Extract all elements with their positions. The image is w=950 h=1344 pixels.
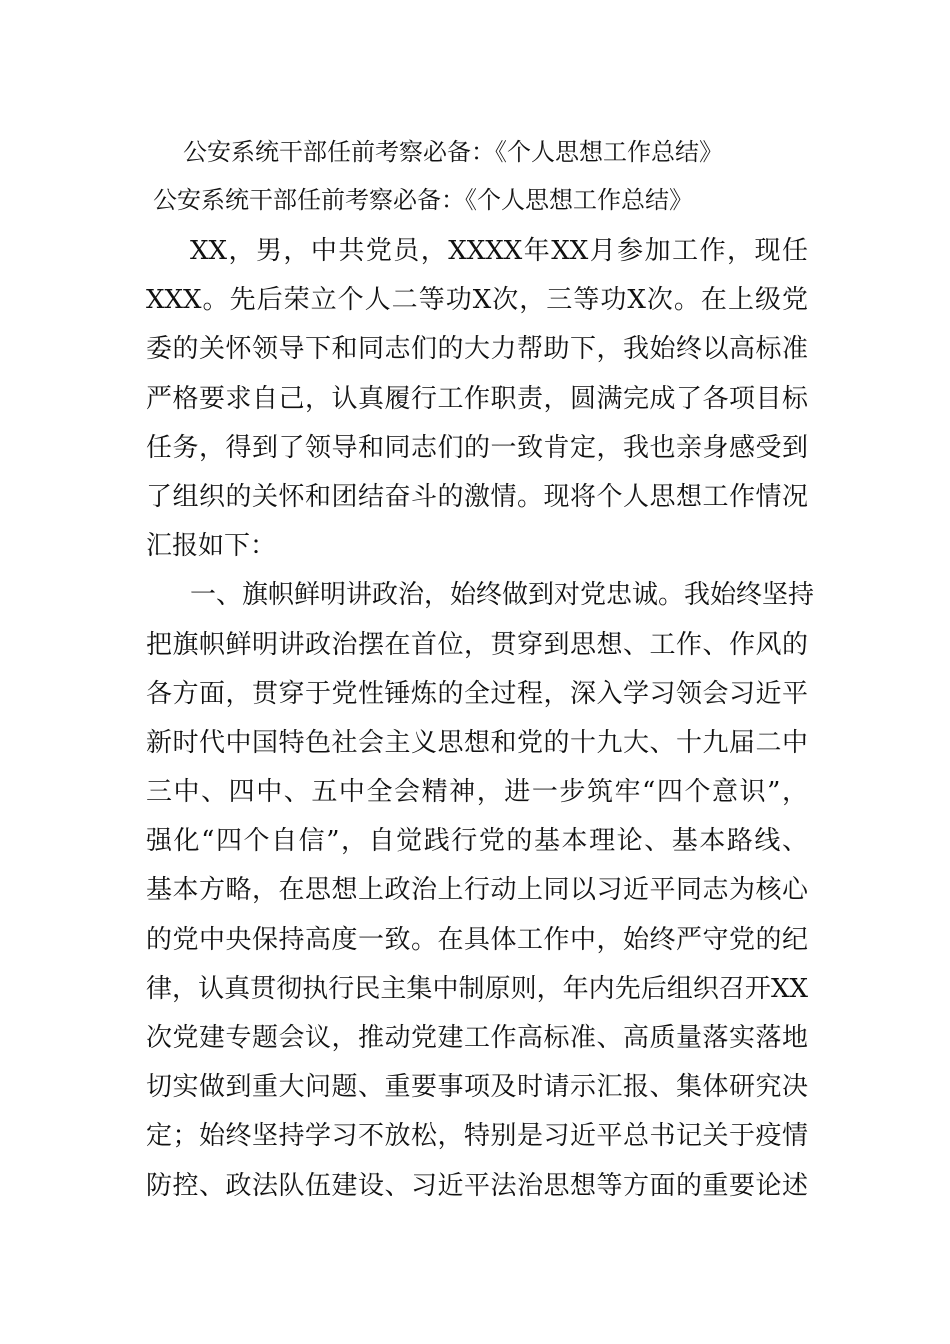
document-body <box>146 227 815 1211</box>
paragraph-line: 基本方略，在思想上政治上行动上同以习近平同志为核心 <box>146 875 808 906</box>
paragraph-line: 汇报如下： <box>146 531 277 562</box>
document-title: 公安系统干部任前考察必备：《个人思想工作总结》 <box>183 138 723 166</box>
paragraph-line: 新时代中国特色社会主义思想和党的十九大、十九届二中 <box>146 727 808 758</box>
paragraph-line: 严格要求自己，认真履行工作职责，圆满完成了各项目标 <box>146 383 808 414</box>
paragraph-line: 切实做到重大问题、重要事项及时请示汇报、集体研究决 <box>146 1072 808 1103</box>
paragraph-line: 三中、四中、五中全会精神，进一步筑牢“四个意识”， <box>146 777 808 808</box>
paragraph-line: 定；始终坚持学习不放松，特别是习近平总书记关于疫情 <box>146 1121 808 1152</box>
paragraph-line: 把旗帜鲜明讲政治摆在首位，贯穿到思想、工作、作风的 <box>146 629 808 660</box>
paragraph-line: 防控、政法队伍建设、习近平法治思想等方面的重要论述 <box>146 1170 808 1201</box>
section-heading-line: 一、旗帜鲜明讲政治，始终做到对党忠诚。我始终坚持 <box>190 580 815 611</box>
paragraph-line: 律，认真贯彻执行民主集中制原则，年内先后组织召开XX <box>146 973 808 1004</box>
paragraph-line: 了组织的关怀和团结奋斗的激情。现将个人思想工作情况 <box>146 481 808 512</box>
paragraph-line: 各方面，贯穿于党性锤炼的全过程，深入学习领会习近平 <box>146 678 808 709</box>
paragraph-line: 任务，得到了领导和同志们的一致肯定，我也亲身感受到 <box>146 432 808 463</box>
paragraph-line: 委的关怀领导下和同志们的大力帮助下，我始终以高标准 <box>146 334 808 365</box>
paragraph-line: 强化“四个自信”，自觉践行党的基本理论、基本路线、 <box>146 826 808 857</box>
paragraph-line: XXX。先后荣立个人二等功X次，三等功X次。在上级党 <box>146 285 808 316</box>
paragraph-line: 的党中央保持高度一致。在具体工作中，始终严守党的纪 <box>146 924 808 955</box>
document-title-repeat: 公安系统干部任前考察必备：《个人思想工作总结》 <box>153 186 693 214</box>
paragraph-line: XX，男，中共党员，XXXX年XX月参加工作，现任 <box>190 236 808 266</box>
paragraph-line: 次党建专题会议，推动党建工作高标准、高质量落实落地 <box>146 1023 808 1053</box>
